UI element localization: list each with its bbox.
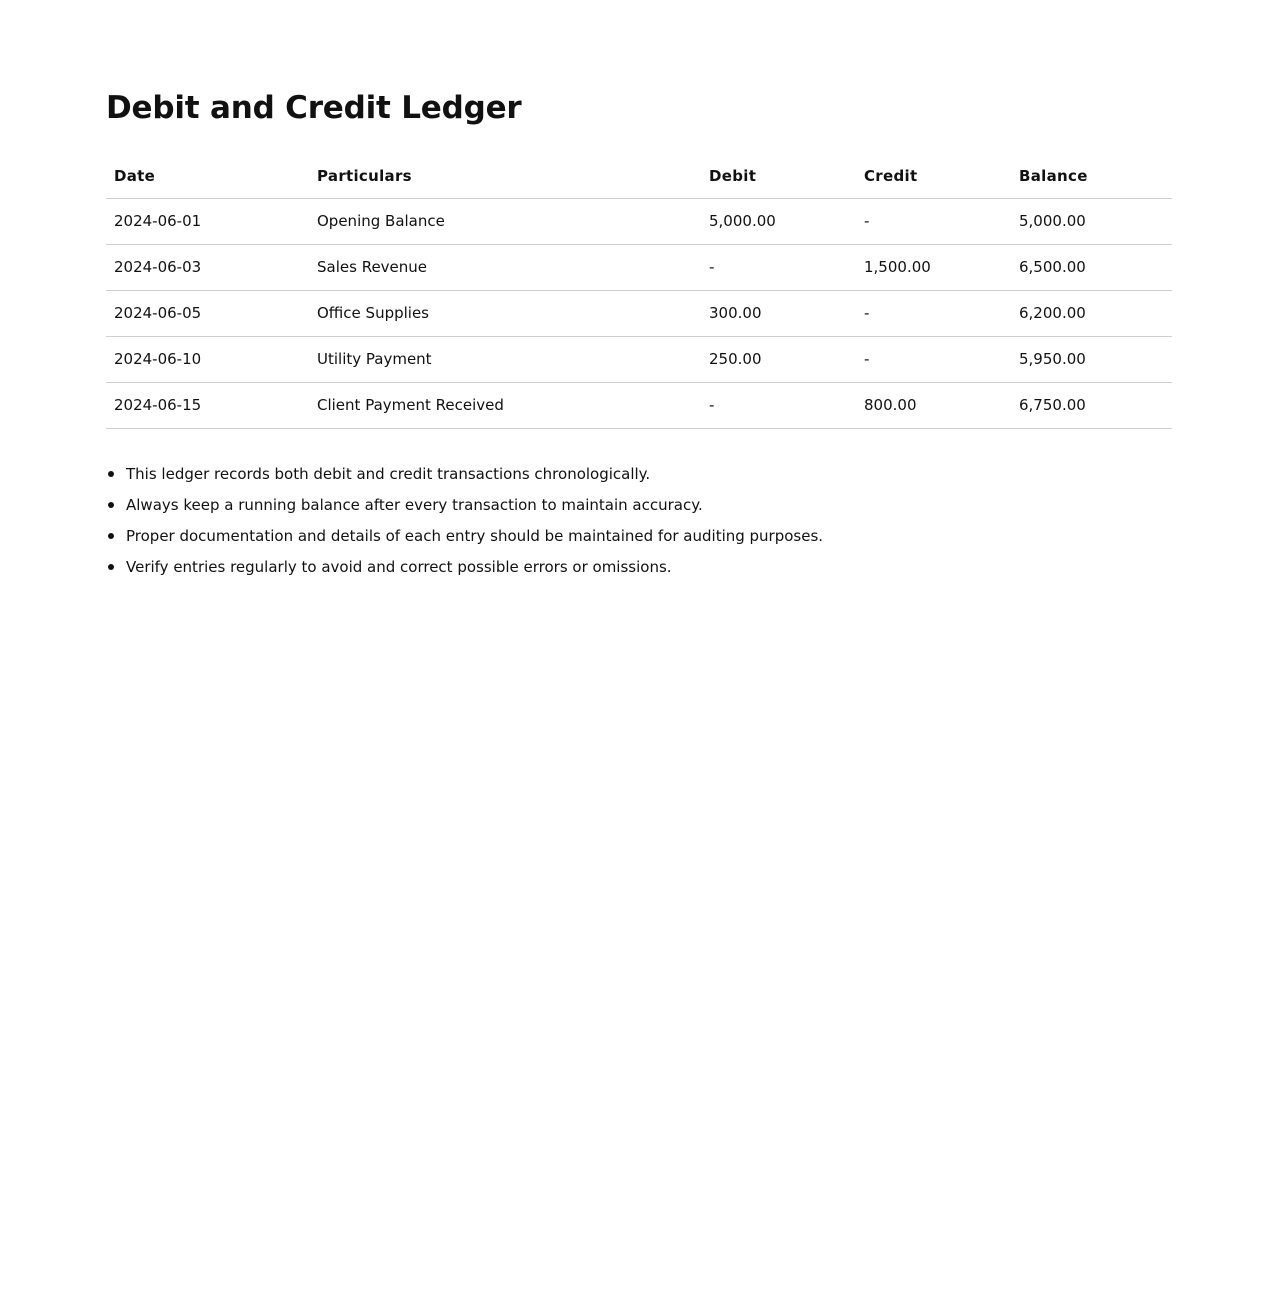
cell-date: 2024-06-10 xyxy=(106,336,309,382)
cell-debit: 300.00 xyxy=(701,290,856,336)
cell-debit: - xyxy=(701,382,856,428)
cell-date: 2024-06-03 xyxy=(106,244,309,290)
note-text: Proper documentation and details of each entry should be maintained for auditing purposes. xyxy=(126,526,824,545)
table-row xyxy=(106,198,1172,244)
bullet-icon xyxy=(108,564,114,570)
cell-credit: - xyxy=(856,290,1011,336)
column-header-date: Date xyxy=(106,154,309,198)
list-item xyxy=(106,552,1172,583)
cell-balance: 6,200.00 xyxy=(1011,290,1172,336)
cell-credit: 800.00 xyxy=(856,382,1011,428)
column-header-particulars: Particulars xyxy=(309,154,701,198)
cell-balance: 5,950.00 xyxy=(1011,336,1172,382)
note-text: This ledger records both debit and credit transactions chronologically. xyxy=(126,464,651,483)
table-row xyxy=(106,290,1172,336)
cell-balance: 6,500.00 xyxy=(1011,244,1172,290)
cell-date: 2024-06-05 xyxy=(106,290,309,336)
cell-particulars: Opening Balance xyxy=(309,198,701,244)
cell-debit: - xyxy=(701,244,856,290)
bullet-icon xyxy=(108,502,114,508)
cell-balance: 5,000.00 xyxy=(1011,198,1172,244)
bullet-icon xyxy=(108,471,114,477)
note-text: Verify entries regularly to avoid and correct possible errors or omissions. xyxy=(126,557,672,576)
table-row xyxy=(106,382,1172,428)
ledger-page xyxy=(0,0,1278,583)
cell-debit: 5,000.00 xyxy=(701,198,856,244)
column-header-debit: Debit xyxy=(701,154,856,198)
cell-balance: 6,750.00 xyxy=(1011,382,1172,428)
table-row xyxy=(106,336,1172,382)
notes-list xyxy=(106,459,1172,583)
list-item xyxy=(106,459,1172,490)
table-header-row xyxy=(106,154,1172,198)
cell-credit: - xyxy=(856,198,1011,244)
cell-credit: 1,500.00 xyxy=(856,244,1011,290)
cell-credit: - xyxy=(856,336,1011,382)
cell-particulars: Sales Revenue xyxy=(309,244,701,290)
cell-particulars: Office Supplies xyxy=(309,290,701,336)
cell-particulars: Client Payment Received xyxy=(309,382,701,428)
list-item xyxy=(106,490,1172,521)
cell-date: 2024-06-01 xyxy=(106,198,309,244)
column-header-credit: Credit xyxy=(856,154,1011,198)
page-title: Debit and Credit Ledger xyxy=(106,90,522,126)
bullet-icon xyxy=(108,533,114,539)
column-header-balance: Balance xyxy=(1011,154,1172,198)
note-text: Always keep a running balance after every transaction to maintain accuracy. xyxy=(126,495,703,514)
list-item xyxy=(106,521,1172,552)
cell-debit: 250.00 xyxy=(701,336,856,382)
ledger-table xyxy=(106,154,1172,429)
cell-date: 2024-06-15 xyxy=(106,382,309,428)
table-row xyxy=(106,244,1172,290)
cell-particulars: Utility Payment xyxy=(309,336,701,382)
